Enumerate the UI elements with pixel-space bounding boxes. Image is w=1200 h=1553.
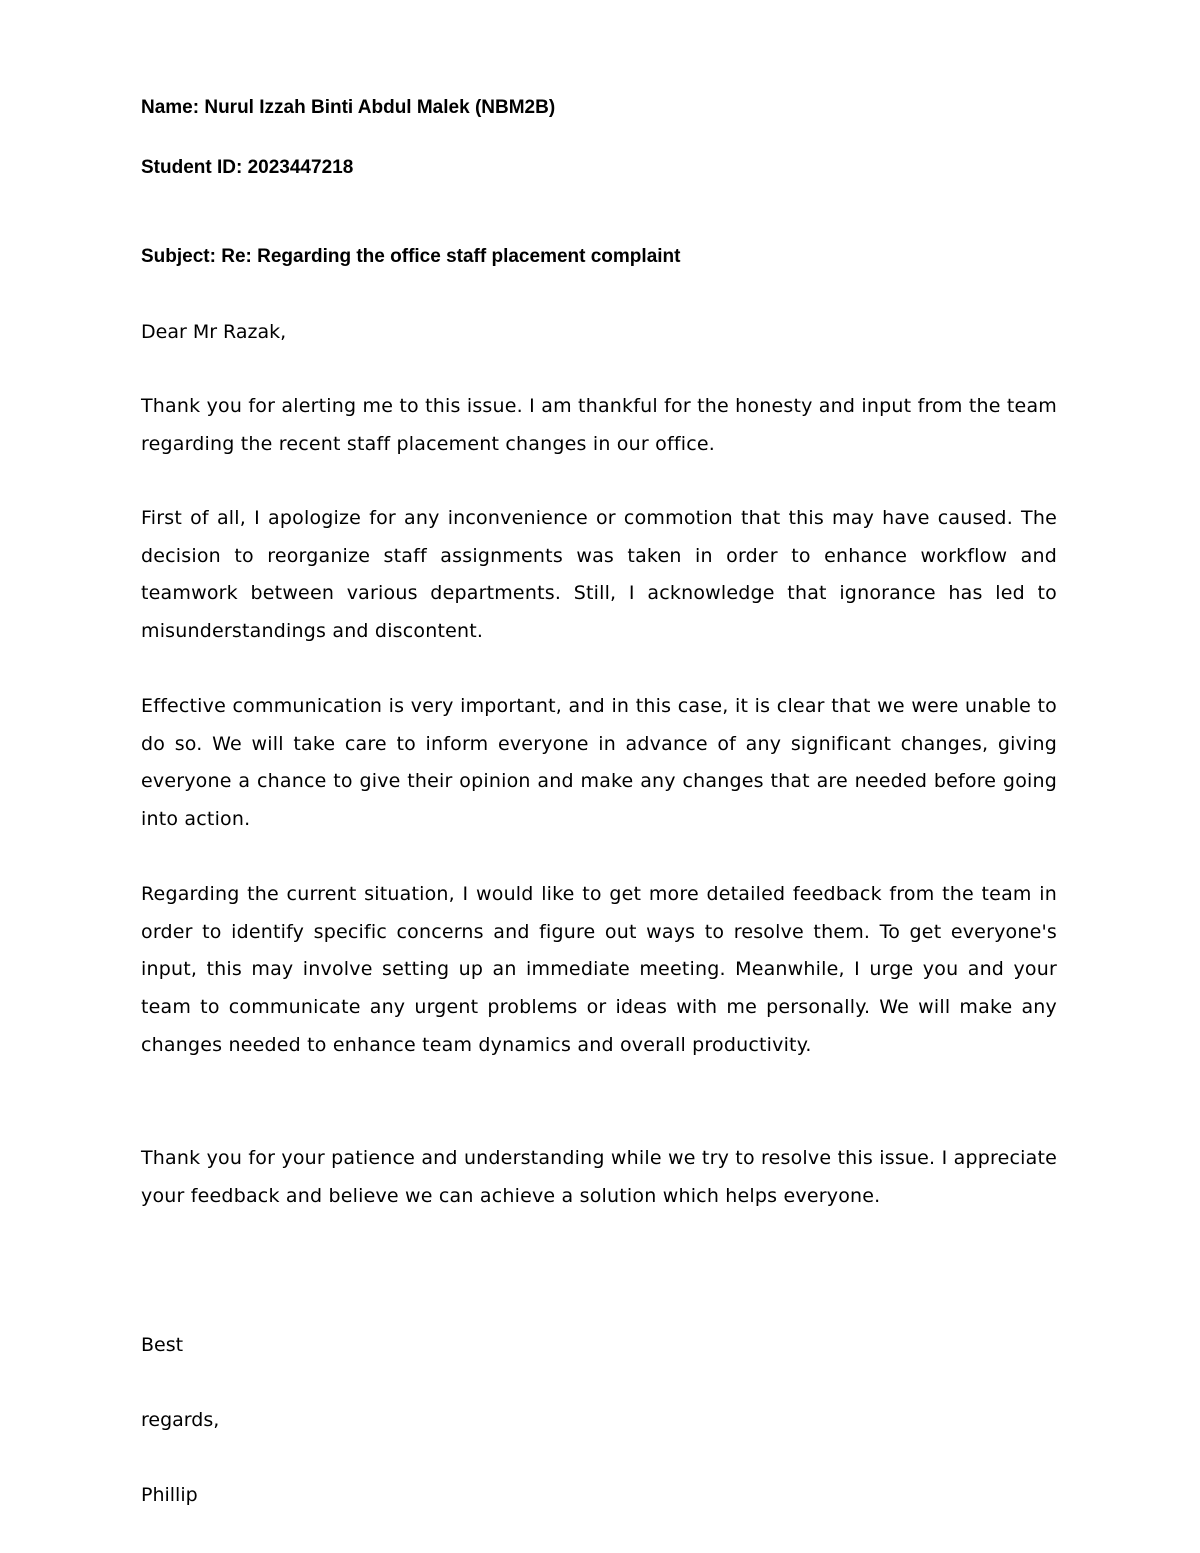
student-id-line: Student ID: 2023447218 xyxy=(141,157,354,178)
closing-line-1: Best xyxy=(141,1334,184,1356)
body-paragraph-4: Regarding the current situation, I would like to get more detailed feedback from the team in order to identify specific concerns and figure out ways to resolve them. To get everyone's input, this may involve setting up an immediate meeting. Meanwhile, I urge you and your team to communicate any urgent problems or ideas with me personally. We will make any changes needed to enhance team dynamics and overall productivity. xyxy=(141,883,1057,1056)
subject-line: Subject: Re: Regarding the office staff placement complaint xyxy=(141,246,681,267)
salutation: Dear Mr Razak, xyxy=(141,321,287,343)
body-paragraph-3: Effective communication is very important, and in this case, it is clear that we were unable to do so. We will take care to inform everyone in advance of any significant changes, giving everyone a chance to give their opinion and make any changes that are needed before going into action. xyxy=(141,695,1057,831)
closing-line-2: regards, xyxy=(141,1409,220,1431)
body-paragraph-1: Thank you for alerting me to this issue. I am thankful for the honesty and input from the team regarding the recent staff placement changes in our office. xyxy=(141,395,1057,455)
student-name-line: Name: Nurul Izzah Binti Abdul Malek (NBM2B) xyxy=(141,97,556,118)
body-paragraph-5: Thank you for your patience and understanding while we try to resolve this issue. I appreciate your feedback and believe we can achieve a solution which helps everyone. xyxy=(141,1147,1057,1207)
body-paragraph-2: First of all, I apologize for any inconvenience or commotion that this may have caused. The decision to reorganize staff assignments was taken in order to enhance workflow and teamwork between various departments. Still, I acknowledge that ignorance has led to misunderstandings and discontent. xyxy=(141,507,1057,643)
signature: Phillip xyxy=(141,1484,198,1506)
